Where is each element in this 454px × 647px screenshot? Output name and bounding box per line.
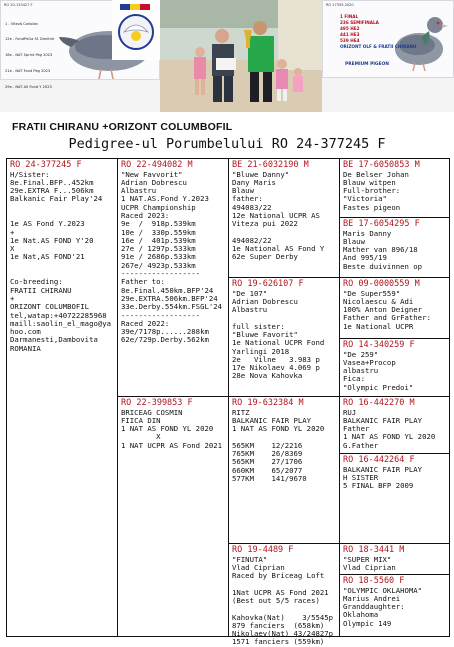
- pedigree-cell-dam-sire: [229, 397, 340, 544]
- left-card-id: RO 20-133427 F: [4, 3, 33, 7]
- ring-number: BE 17-6054295 F: [343, 219, 420, 229]
- cell-notes: De Belser Johan Blauw witpen Full-brother: "Victoria" Fastes pigeon: [343, 169, 409, 212]
- premium-pigeon-label: PREMIUM PIGEON: [345, 62, 389, 67]
- pedigree-cell-ddd: [340, 575, 449, 636]
- loft-title: FRATII CHIRANU +ORIZONT COLUMBOFIL: [12, 121, 233, 133]
- cell-notes: "De 107" Adrian Dobrescu Albastru full sister: "Bluwe Favorit" 1e National UCPR Fond Yarlingi 2018 2e Vilne 3.983 p 17e Nikolaev 4.069 p 28e Nova Kahovka: [232, 288, 325, 381]
- federation-emblem: [112, 0, 160, 60]
- pedigree-cell-dam-dam: [229, 544, 340, 647]
- pedigree-cell-sire-dam: [229, 278, 340, 397]
- cell-notes: H/Sister: 8e.Final.BFP..452km 29e.EXTRA F...506km Balkanic Fair Play'24 1e AS Fond Y.2023 + 1e Nat.AS FOND Y'20 X 1e Nat,AS FOND'21 Co-breeding: FRATII CHIRANU + ORIZONT COLUMBOFIL tel,watap:+40722285968 maill:saolin_el_mago@ya hoo.com Darmanesti,Dambovita ROMANIA: [10, 169, 112, 353]
- ring-number: RO 22-494082 M: [121, 160, 193, 170]
- cell-notes: "FINUTA" Vlad Ciprian Raced by Briceag Loft 1Nat UCPR AS Fond 2021 (Best out 5/5 races) Kahovka(Nat) 3/5545p 879 fanciers (658km) Nikolaev(Nat) 43/24827p 1571 fanciers (559km): [232, 554, 334, 647]
- ring-number: RO 16-442264 F: [343, 455, 415, 465]
- pedigree-cell-dsd: [340, 454, 449, 544]
- cell-notes: BRICEAG COSMIN FIICA DIN 1 NAT AS FOND YL 2020 X 1 NAT UCPR AS Fond 2021: [121, 407, 223, 450]
- pedigree-cell-sss: [340, 159, 449, 218]
- pedigree-cell-subject: [7, 159, 118, 636]
- ring-number: RO 19-4489 F: [232, 545, 294, 555]
- ring-number: RO 09-0000559 M: [343, 279, 420, 289]
- pedigree-table: [6, 158, 450, 647]
- banner-collage: [0, 0, 454, 112]
- left-card-lines: 1 - Vitezã Coriolan 12e - FondPeGa Sf. Dimitrie 16e - NAT Sprint Peg 2023 21e - NAT Fond Peg 2023 29e - NAT AS Fond Y 2023: [5, 21, 55, 90]
- cell-notes: "OLYMPIC OKLAHOMA" Marius Andrei Granddaughter: Oklahoma Olympic 149: [343, 585, 423, 628]
- cell-notes: "New Favvorit" Adrian Dobrescu Albastru 1 NAT.AS.Fond Y.2023 UCPR Championship Raced 2023: 9e / 918p.539km 10e / 330p.559km 16e / 401p.539km 27e / 1297p.533km 91e / 2686p.533km 267e/ 4923p.533km ------------------ Father to: 8e.Final.450km.BFP'24 29e.EXTRA.506km.BFP'24 33e.Derby.554km.FSGL'24 ------------------ Raced 2022: 39e/7178p......288km 62e/729p.Derby.562km: [121, 169, 223, 345]
- result-list: 1 FINAL 236 SEMIFINALA 495 HE2 441 HE3 539 HE4 ORIZONT OLF & FRATII CHIRANU: [340, 14, 417, 49]
- pedigree-cell-dss: [340, 397, 449, 454]
- pedigree-cell-sdd: [340, 339, 449, 397]
- cell-notes: RUJ BALKANIC FAIR PLAY Father 1 NAT AS FOND YL 2020 G.Father: [343, 407, 436, 450]
- ring-number: RO 18-5560 F: [343, 576, 405, 586]
- pedigree-cell-dam: [118, 397, 229, 636]
- ring-number: BE 21-6032190 M: [232, 160, 309, 170]
- ring-number: RO 19-632384 M: [232, 398, 304, 408]
- cell-notes: Maris Danny Blauw Mather van 896/18 And 995/19 Beste duivinnen op: [343, 228, 423, 271]
- ring-number: RO 16-442270 M: [343, 398, 415, 408]
- pedigree-cell-sire: [118, 159, 229, 397]
- ring-number: RO 24-377245 F: [10, 160, 82, 170]
- ring-number: BE 17-6050853 M: [343, 160, 420, 170]
- cell-notes: BALKANIC FAIR PLAY H SISTER 5 FINAL BFP 2009: [343, 464, 423, 491]
- cell-notes: "Bluwe Danny" Dany Maris Blauw father: 494083/22 12e National UCPR AS Viteza pui 2022 494082/22 1e National AS Fond Y 62e Super Derby: [232, 169, 325, 262]
- ring-number: RO 22-399853 F: [121, 398, 193, 408]
- pedigree-cell-sire-sire: [229, 159, 340, 278]
- cell-notes: "De 259" Vasea+Procop albastru Fica: "Olympic Predoi": [343, 349, 414, 392]
- team-photo: [160, 0, 322, 112]
- ring-number: RO 14-340259 F: [343, 340, 415, 350]
- right-card-id: RO 17355-2020: [326, 3, 354, 7]
- pedigree-cell-sds: [340, 278, 449, 339]
- ring-number: RO 18-3441 M: [343, 545, 405, 555]
- team-photo-scene: [160, 0, 322, 112]
- page-title: Pedigree-ul Porumbelului RO 24-377245 F: [68, 136, 386, 152]
- cell-notes: "De Super559" Nicolaescu & Adi 100% Anton Deigner Father and GrFather: 1e National UCPR: [343, 288, 431, 331]
- cell-notes: "SUPER MIX" Vlad Ciprian: [343, 554, 396, 572]
- cell-notes: RITZ BALKANIC FAIR PLAY 1 NAT AS FOND YL 2020 565KM 12/2216 765KM 26/8369 565KM 27/1706 660KM 65/2077 577KM 141/9670: [232, 407, 325, 483]
- pedigree-cell-dds: [340, 544, 449, 575]
- pedigree-cell-ssd: [340, 218, 449, 278]
- ring-number: RO 19-626107 F: [232, 279, 304, 289]
